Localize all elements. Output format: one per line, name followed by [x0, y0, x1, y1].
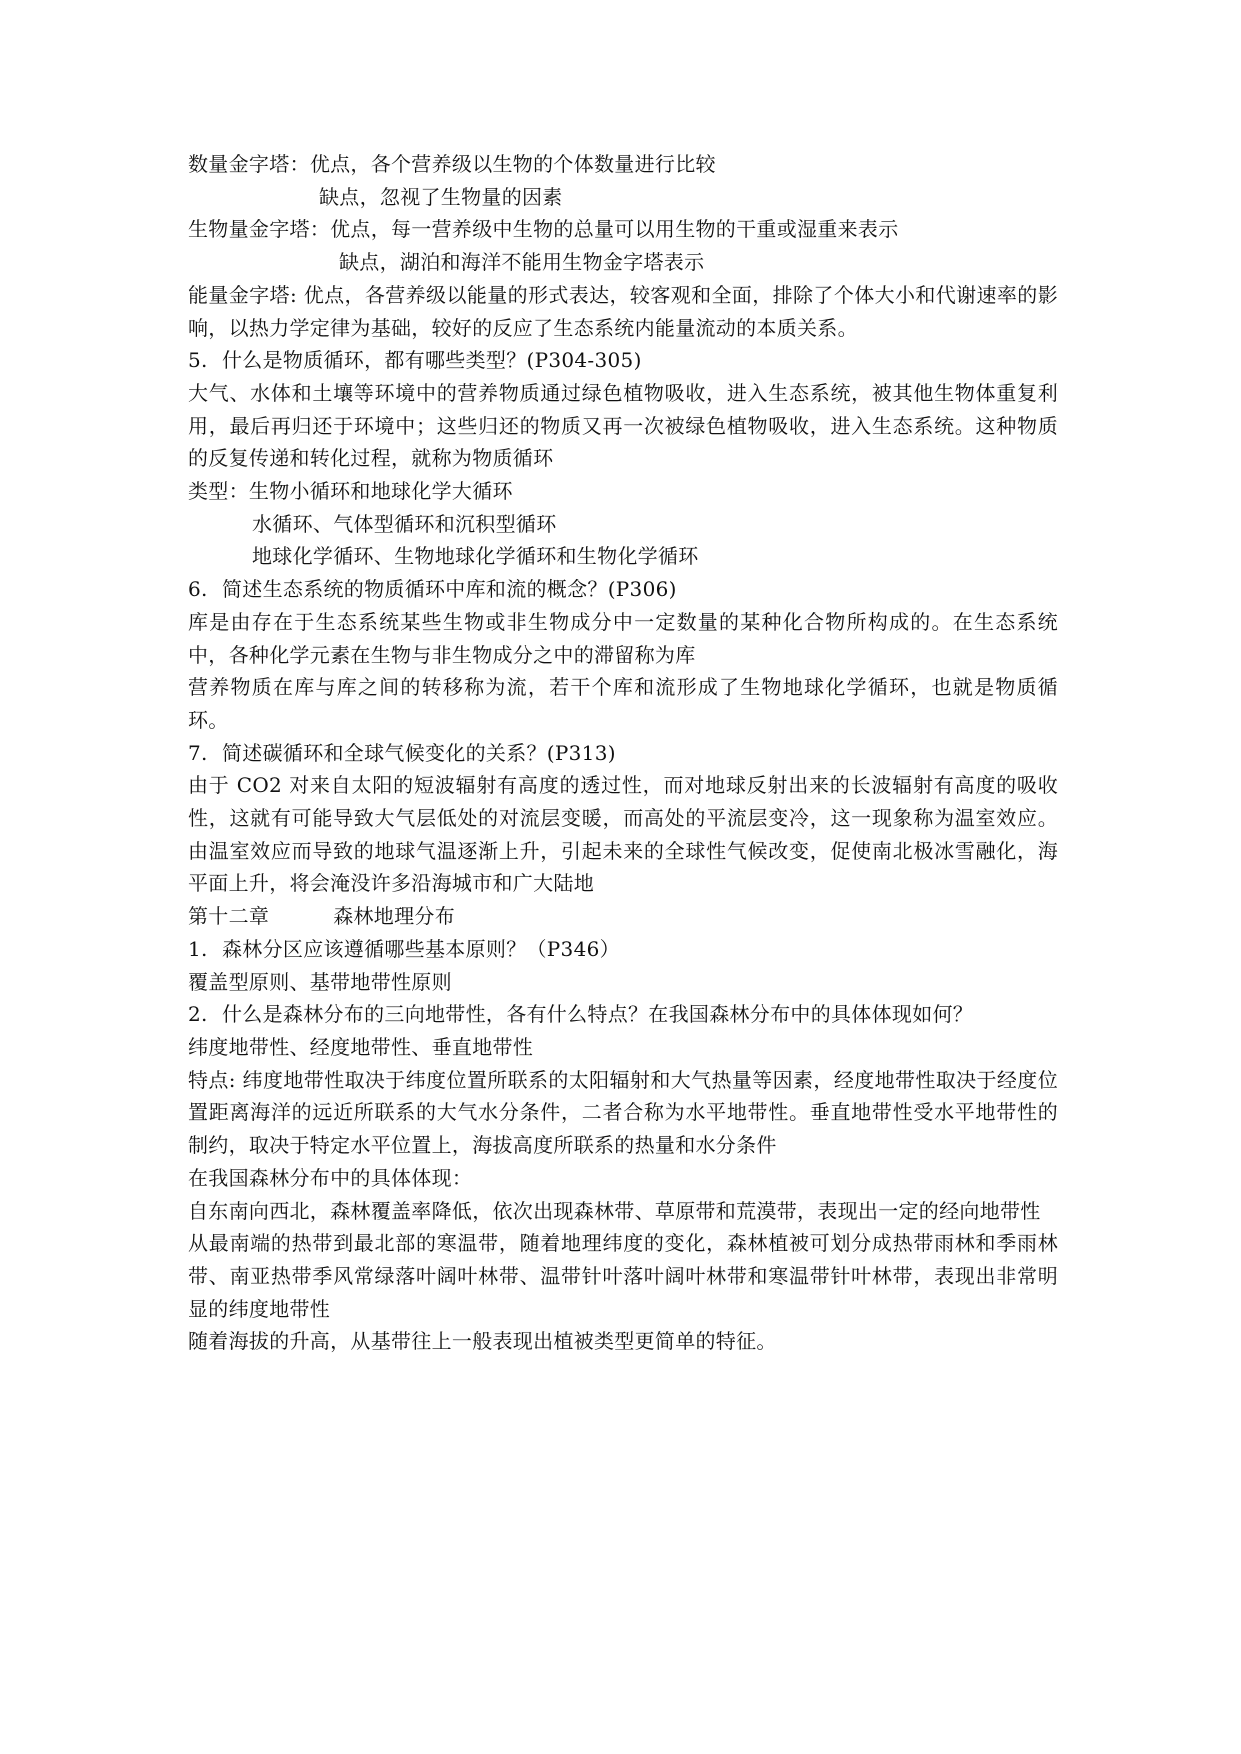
chapter-question-1-answer: 覆盖型原则、基带地带性原则 — [188, 969, 452, 994]
chapter-question-2-heading — [188, 998, 1058, 1031]
question-7-heading — [188, 737, 1058, 770]
question-6-answer-1: 库是由存在于生态系统某些生物或非生物成分中一定数量的某种化合物所构成的。在生态系统中，各种化学元素在生物与非生物成分之中的滞留称为库 — [188, 609, 1058, 667]
question-5-type-item: 水循环、气体型循环和沉积型循环 — [252, 511, 557, 536]
chapter-title: 森林地理分布 — [333, 904, 456, 929]
energy-pyramid-paragraph: 能量金字塔: 优点，各营养级以能量的形式表达，较客观和全面，排除了个体大小和代谢速率的影响，以热力学定律为基础，较好的反应了生态系统内能量流动的本质关系。 — [188, 282, 1058, 340]
biomass-pyramid-con: 缺点，湖泊和海洋不能用生物金字塔表示 — [339, 250, 705, 275]
document-page — [188, 148, 1058, 1358]
chapter-question-2-answer-2: 特点: 纬度地带性取决于纬度位置所联系的太阳辐射和大气热量等因素，经度地带性取决于经度位置距离海洋的远近所联系的大气水分条件，二者合称为水平地带性。垂直地带性受水平地带性的制约，取决于特定水平位置上，海拔高度所联系的热量和水分条件 — [188, 1067, 1058, 1158]
question-5-types-label: 类型： — [188, 479, 249, 504]
chapter-question-2-answer-1: 纬度地带性、经度地带性、垂直地带性 — [188, 1034, 534, 1059]
chapter-question-2-answer-6: 随着海拔的升高，从基带往上一般表现出植被类型更简单的特征。 — [188, 1329, 777, 1354]
question-6-heading — [188, 573, 1058, 606]
question-6-answer-2: 营养物质在库与库之间的转移称为流，若干个库和流形成了生物地球化学循环，也就是物质循环。 — [188, 675, 1058, 732]
chapter-question-1-text: 森林分区应该遵循哪些基本原则？（P346） — [222, 936, 620, 961]
question-5-answer: 大气、水体和土壤等环境中的营养物质通过绿色植物吸收，进入生态系统，被其他生物体重复利用，最后再归还于环境中；这些归还的物质又再一次被绿色植物吸收，进入生态系统。这种物质的反复传递和转化过程，就称为物质循环 — [188, 380, 1058, 471]
number-pyramid-pro-text: 优点，各个营养级以生物的个体数量进行比较 — [309, 152, 716, 176]
number-pyramid-label: 数量金字塔： — [188, 152, 310, 176]
biomass-pyramid-label: 生物量金字塔： — [188, 217, 331, 242]
chapter-question-2-answer-3: 在我国森林分布中的具体体现： — [188, 1165, 473, 1190]
question-5-text: 什么是物质循环，都有哪些类型？(P304-305) — [222, 348, 642, 373]
question-7-answer: 由于 CO2 对来自太阳的短波辐射有高度的透过性，而对地球反射出来的长波辐射有高度的吸收性，这就有可能导致大气层低处的对流层变暖，而高处的平流层变冷，这一现象称为温室效应。由温室效应而导致的地球气温逐渐上升，引起未来的全球性气候改变，促使南北极冰雪融化，海平面上升，将会淹没许多沿海城市和广大陆地 — [188, 773, 1058, 896]
biomass-pyramid-pro — [188, 213, 1058, 246]
question-6-text: 简述生态系统的物质循环中库和流的概念？(P306) — [222, 577, 677, 602]
question-7-text: 简述碳循环和全球气候变化的关系？(P313) — [222, 740, 616, 765]
question-5-types-first — [188, 475, 1058, 508]
chapter-question-1-number: 1. — [188, 936, 208, 961]
chapter-heading — [188, 900, 1058, 933]
number-pyramid-pro — [188, 148, 1058, 181]
question-7-number: 7. — [188, 740, 208, 765]
biomass-pyramid-pro-text: 优点，每一营养级中生物的总量可以用生物的干重或湿重来表示 — [330, 217, 899, 242]
chapter-question-1-heading — [188, 933, 1058, 966]
chapter-question-2-answer-5: 从最南端的热带到最北部的寒温带，随着地理纬度的变化，森林植被可划分成热带雨林和季雨林带、南亚热带季风常绿落叶阔叶林带、温带针叶落叶阔叶林带和寒温带针叶林带，表现出非常明显的纬度地带性 — [188, 1231, 1058, 1321]
question-5-number: 5. — [188, 348, 208, 373]
chapter-question-2-answer-4: 自东南向西北，森林覆盖率降低，依次出现森林带、草原带和荒漠带，表现出一定的经向地带性 — [188, 1198, 1041, 1223]
question-6-number: 6. — [188, 577, 208, 602]
number-pyramid-con: 缺点，忽视了生物量的因素 — [319, 184, 563, 209]
chapter-question-2-text: 什么是森林分布的三向地带性，各有什么特点？在我国森林分布中的具体体现如何？ — [222, 1002, 974, 1027]
question-5-heading — [188, 344, 1058, 377]
question-5-type-item: 生物小循环和地球化学大循环 — [248, 479, 513, 504]
chapter-question-2-number: 2. — [188, 1002, 208, 1027]
question-5-type-item: 地球化学循环、生物地球化学循环和生物化学循环 — [252, 544, 699, 569]
chapter-number: 第十二章 — [188, 904, 270, 929]
